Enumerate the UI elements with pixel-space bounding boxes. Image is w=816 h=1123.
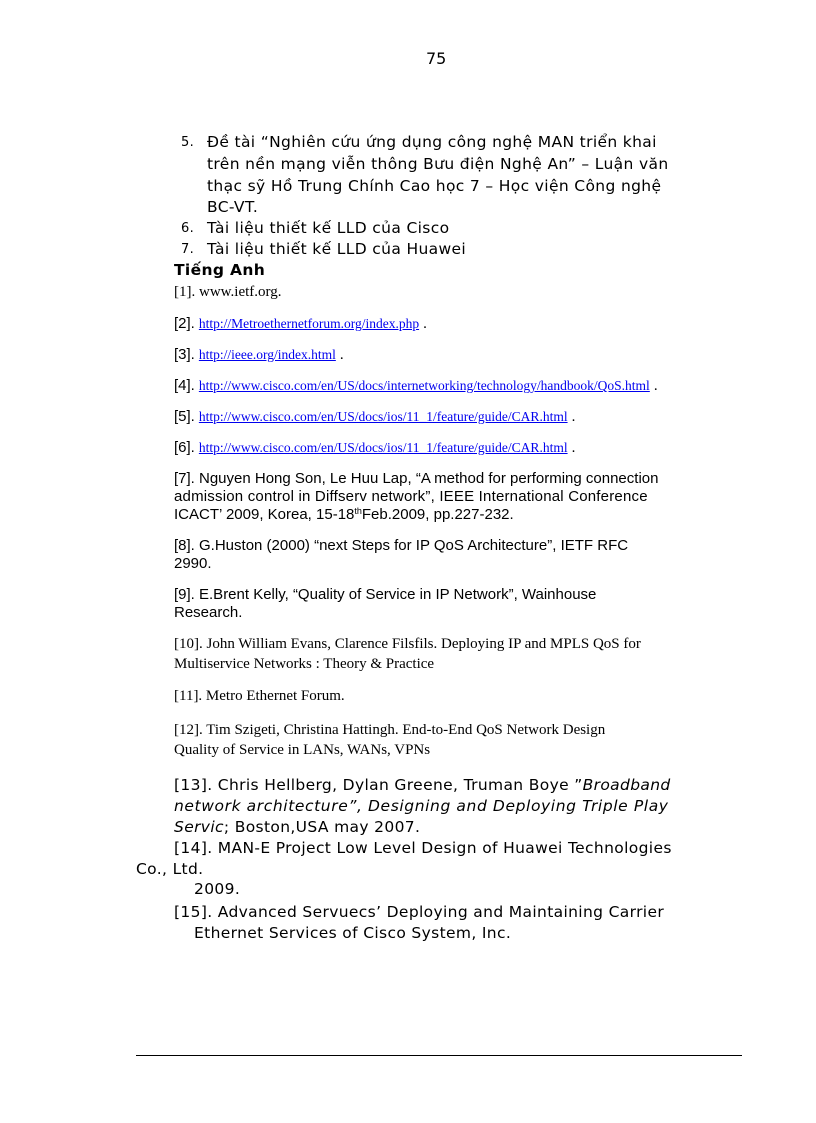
- ref-text: ; Boston,USA may 2007.: [223, 818, 421, 836]
- ref-tail: .: [423, 316, 427, 332]
- footer-rule: [136, 1055, 742, 1056]
- ref-label: [5].: [174, 408, 195, 425]
- page-number: 75: [426, 49, 447, 68]
- list-item-line: Tài liệu thiết kế LLD của Cisco: [207, 219, 450, 237]
- ref-label: [1].: [174, 284, 196, 300]
- reference-7-line: [7]. Nguyen Hong Son, Le Huu Lap, “A method for performing connection: [174, 470, 659, 487]
- section-heading: Tiếng Anh: [174, 261, 266, 279]
- ref-tail: .: [339, 347, 344, 363]
- ref-text: ICACT’ 2009, Korea, 15-18: [174, 506, 355, 523]
- ref-tail: .: [653, 378, 658, 394]
- reference-13-line: [174, 776, 671, 794]
- reference-12-line: [12]. Tim Szigeti, Christina Hattingh. End-to-End QoS Network Design: [174, 722, 606, 738]
- list-item-line: trên nền mạng viễn thông Bưu điện Nghệ An” – Luận văn: [207, 155, 669, 173]
- reference-15-line: Ethernet Services of Cisco System, Inc.: [194, 924, 512, 942]
- ref-link[interactable]: http://Metroethernetforum.org/index.php: [198, 316, 420, 331]
- list-number: 7.: [181, 242, 195, 257]
- reference-3: [174, 346, 344, 364]
- reference-13-line: [174, 818, 420, 836]
- ref-italic-title: Broadband: [582, 776, 671, 794]
- ref-label: [4].: [174, 377, 195, 394]
- reference-9-line: Research.: [174, 604, 243, 621]
- reference-2: [174, 315, 427, 333]
- reference-12-line: Quality of Service in LANs, WANs, VPNs: [174, 742, 431, 758]
- ref-tail: .: [571, 440, 576, 456]
- reference-14-line: Co., Ltd.: [136, 860, 204, 878]
- ordinal-suffix: th: [354, 506, 362, 516]
- reference-1: [174, 284, 282, 301]
- reference-10-line: Multiservice Networks : Theory & Practice: [174, 656, 435, 672]
- ref-label: [6].: [174, 439, 195, 456]
- reference-9-line: [9]. E.Brent Kelly, “Quality of Service in IP Network”, Wainhouse: [174, 586, 597, 603]
- ref-text: www.ietf.org.: [199, 284, 282, 300]
- list-number: 6.: [181, 221, 195, 236]
- reference-13-line: network architecture”, Designing and Deploying Triple Play: [174, 797, 669, 815]
- reference-14-line: [14]. MAN-E Project Low Level Design of Huawei Technologies: [174, 839, 672, 857]
- ref-label: [3].: [174, 346, 195, 363]
- ref-label: [2].: [174, 315, 195, 332]
- reference-7-line: [174, 506, 514, 523]
- reference-15-line: [15]. Advanced Servuecs’ Deploying and Maintaining Carrier: [174, 903, 665, 921]
- reference-11: [11]. Metro Ethernet Forum.: [174, 688, 345, 704]
- reference-10-line: [10]. John William Evans, Clarence Filsfils. Deploying IP and MPLS QoS for: [174, 636, 641, 652]
- list-item-line: thạc sỹ Hồ Trung Chính Cao học 7 – Học viện Công nghệ: [207, 177, 662, 195]
- ref-tail: .: [571, 409, 576, 425]
- ref-italic-title: Servic: [174, 818, 224, 836]
- ref-link[interactable]: http://www.cisco.com/en/US/docs/internetworking/technology/handbook/QoS.html: [198, 378, 650, 393]
- list-item-line: BC-VT.: [207, 198, 259, 216]
- reference-5: [174, 408, 575, 426]
- ref-link[interactable]: http://ieee.org/index.html: [198, 347, 336, 362]
- ref-link[interactable]: http://www.cisco.com/en/US/docs/ios/11_1/feature/guide/CAR.html: [198, 440, 568, 455]
- ref-text: Feb.2009, pp.227-232.: [361, 506, 514, 523]
- list-item-line: Đề tài “Nghiên cứu ứng dụng công nghệ MAN triển khai: [207, 133, 657, 151]
- reference-4: [174, 377, 658, 395]
- list-item-line: Tài liệu thiết kế LLD của Huawei: [207, 240, 467, 258]
- reference-8-line: 2990.: [174, 555, 212, 572]
- reference-14-line: 2009.: [194, 880, 241, 898]
- ref-text: [13]. Chris Hellberg, Dylan Greene, Truman Boye ”: [174, 776, 583, 794]
- ref-link[interactable]: http://www.cisco.com/en/US/docs/ios/11_1/feature/guide/CAR.html: [198, 409, 568, 424]
- reference-6: [174, 439, 575, 457]
- reference-8-line: [8]. G.Huston (2000) “next Steps for IP QoS Architecture”, IETF RFC: [174, 537, 629, 554]
- reference-7-line: admission control in Diffserv network”, IEEE International Conference: [174, 488, 648, 505]
- list-number: 5.: [181, 135, 195, 150]
